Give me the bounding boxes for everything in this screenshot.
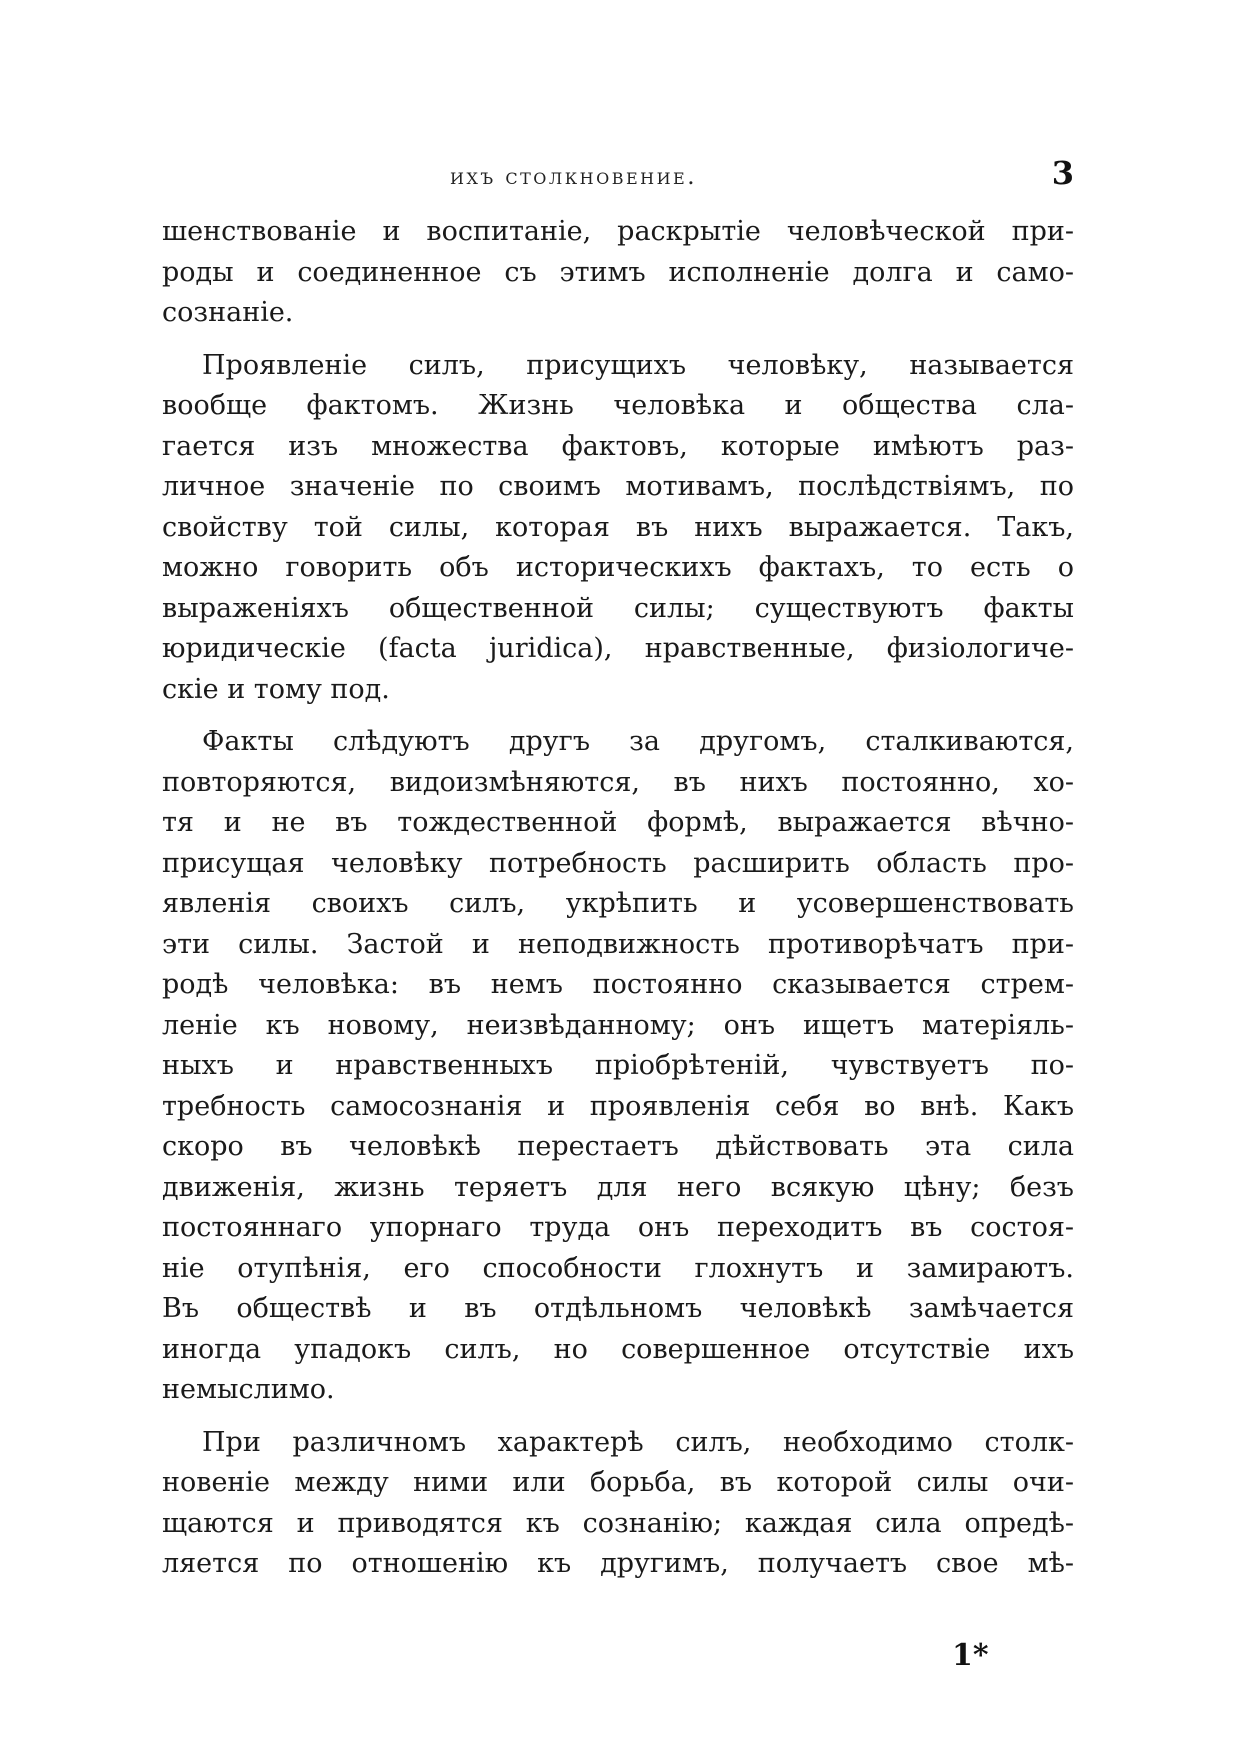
text-line: выраженіяхъ общественной силы; существуютъ факты <box>162 592 1074 624</box>
text-line: постояннаго упорнаго труда онъ переходитъ въ состоя- <box>162 1212 1074 1243</box>
text-line: повторяются, видоизмѣняются, въ нихъ постоянно, хо- <box>162 766 1074 798</box>
body-text <box>162 212 1074 1597</box>
text-line: родѣ человѣка: въ немъ постоянно сказывается стрем- <box>162 969 1074 1000</box>
text-line: требность самосознанія и проявленія себя во внѣ. Какъ <box>162 1090 1074 1122</box>
paragraph <box>162 346 1074 711</box>
running-title: ихъ столкновение. <box>450 164 698 190</box>
signature-mark: 1* <box>952 1638 989 1673</box>
text-line: ніе отупѣнія, его способности глохнутъ и замираютъ. <box>162 1252 1074 1284</box>
text-line: можно говорить объ историческихъ фактахъ, то есть о <box>162 552 1074 583</box>
text-line: личное значеніе по своимъ мотивамъ, послѣдствіямъ, по <box>162 471 1074 502</box>
text-line: Проявленіе силъ, присущихъ человѣку, называется <box>202 349 1074 381</box>
text-line: леніе къ новому, неизвѣданному; онъ ищетъ матеріяль- <box>162 1009 1074 1041</box>
text-line: немыслимо. <box>162 1374 335 1405</box>
text-line: шенствованіе и воспитаніе, раскрытіе человѣческой при- <box>162 216 1074 247</box>
text-line: скоро въ человѣкѣ перестаетъ дѣйствовать эта сила <box>162 1131 1074 1162</box>
text-line: юридическіе (facta juridica), нравственные, физіологиче- <box>162 633 1074 664</box>
text-line: свойству той силы, которая въ нихъ выражается. Такъ, <box>162 511 1074 543</box>
text-line: При различномъ характерѣ силъ, необходимо столк- <box>202 1426 1074 1458</box>
text-line: иногда упадокъ силъ, но совершенное отсутствіе ихъ <box>162 1333 1074 1365</box>
text-line: движенія, жизнь теряетъ для него всякую цѣну; безъ <box>162 1171 1074 1203</box>
page-number: 3 <box>1051 154 1074 192</box>
paragraph <box>162 722 1074 1411</box>
text-line: тя и не въ тождественной формѣ, выражается вѣчно- <box>162 807 1074 838</box>
text-line: сознаніе. <box>162 297 294 328</box>
running-head <box>162 154 1074 204</box>
text-line: щаются и приводятся къ сознанію; каждая сила опредѣ- <box>162 1507 1074 1539</box>
text-line: ныхъ и нравственныхъ пріобрѣтеній, чувствуетъ по- <box>162 1050 1074 1081</box>
text-line: гается изъ множества фактовъ, которые имѣютъ раз- <box>162 430 1074 462</box>
book-page <box>162 150 1074 1690</box>
text-line: ляется по отношенію къ другимъ, получаетъ свое мѣ- <box>162 1548 1074 1579</box>
text-line: Факты слѣдуютъ другъ за другомъ, сталкиваются, <box>202 726 1074 757</box>
text-line: эти силы. Застой и неподвижность противорѣчатъ при- <box>162 928 1074 960</box>
text-line: вообще фактомъ. Жизнь человѣка и общества сла- <box>162 390 1074 421</box>
text-line: роды и соединенное съ этимъ исполненіе долга и само- <box>162 256 1074 288</box>
paragraph <box>162 212 1074 334</box>
text-line: скіе и тому под. <box>162 673 390 705</box>
paragraph <box>162 1423 1074 1585</box>
text-line: Въ обществѣ и въ отдѣльномъ человѣкѣ замѣчается <box>162 1293 1074 1324</box>
text-line: явленія своихъ силъ, укрѣпить и усовершенствовать <box>162 888 1074 919</box>
text-line: присущая человѣку потребность расширить область про- <box>162 847 1074 879</box>
text-line: новеніе между ними или борьба, въ которой силы очи- <box>162 1467 1074 1498</box>
